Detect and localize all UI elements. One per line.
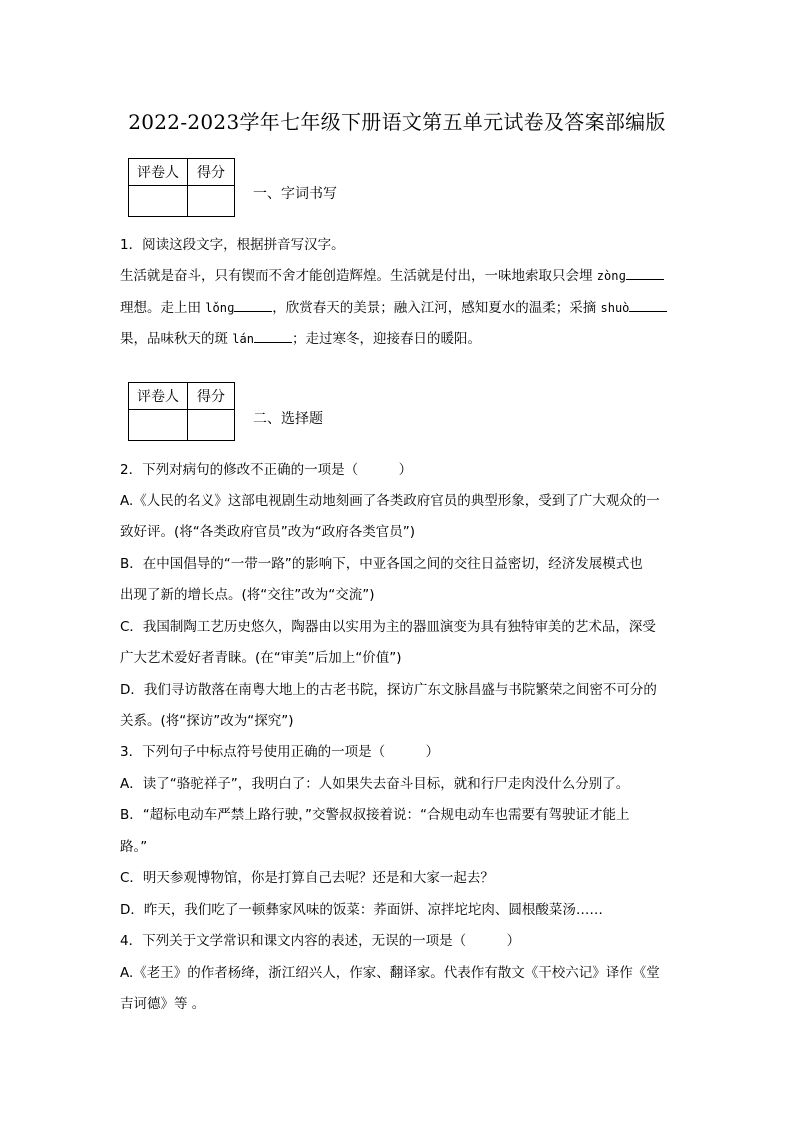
- q2-line: 出现了新的增长点。(将“交往”改为“交流”): [120, 587, 375, 603]
- q2-line: C．我国制陶工艺历史悠久，陶器由以实用为主的器皿演变为具有独特审美的艺术品，深受: [120, 619, 656, 635]
- q3-line: B．“超标电动车严禁上路行驶，”交警叔叔接着说：“合规电动车也需要有驾驶证才能上: [120, 807, 630, 823]
- page-title: 2022-2023学年七年级下册语文第五单元试卷及答案部编版: [128, 110, 666, 134]
- q3-line: D．昨天，我们吃了一顿彝家风味的饭菜：荞面饼、凉拌坨坨肉、圆根酸菜汤……: [120, 902, 603, 918]
- q1-text-1: 生活就是奋斗，只有锲而不舍才能创造辉煌。生活就是付出，一味地索取只会埋: [120, 268, 597, 284]
- q2-line: 关系。(将“探访”改为“探究”): [120, 713, 294, 729]
- q1-line-2: [120, 296, 667, 316]
- q2-line: B．在中国倡导的“一带一路”的影响下，中亚各国之间的交往日益密切，经济发展模式也: [120, 556, 643, 572]
- q3-line: C．明天参观博物馆，你是打算自己去呢？还是和大家一起去？: [120, 870, 494, 886]
- reviewer-label: 评卷人: [129, 383, 188, 410]
- reviewer-cell[interactable]: [129, 186, 188, 217]
- answer-blank-2[interactable]: [234, 299, 272, 312]
- q1-text-3a: 果，品味秋天的斑: [120, 331, 233, 347]
- reviewer-cell[interactable]: [129, 410, 188, 441]
- section-heading-2: 二、选择题: [253, 411, 323, 427]
- score-label: 得分: [188, 383, 235, 410]
- q1-text-2a: 理想。走上田: [120, 300, 206, 316]
- score-table-1: [128, 158, 235, 217]
- score-cell[interactable]: [188, 410, 235, 441]
- pinyin-4: lán: [232, 332, 254, 346]
- score-cell[interactable]: [188, 186, 235, 217]
- reviewer-label: 评卷人: [129, 159, 188, 186]
- answer-blank-1[interactable]: [626, 267, 664, 280]
- q2-line: 致好评。(将“各类政府官员”改为“政府各类官员”): [120, 524, 416, 540]
- q4-line: A.《老王》的作者杨绛，浙江绍兴人，作家、翻译家。代表作有散文《干校六记》译作《堂: [120, 965, 660, 981]
- q2-line: A.《人民的名义》这部电视剧生动地刻画了各类政府官员的典型形象，受到了广大观众的一: [120, 493, 660, 509]
- q3-line: 路。”: [120, 839, 148, 855]
- q3-line: A．读了“骆驼祥子”，我明白了：人如果失去奋斗目标，就和行尸走肉没什么分别了。: [120, 776, 630, 792]
- q2-line: D．我们寻访散落在南粤大地上的古老书院，探访广东文脉昌盛与书院繁荣之间密不可分的: [120, 682, 657, 698]
- score-table-2: [128, 382, 235, 441]
- q2-stem: 2．下列对病句的修改不正确的一项是（ ）: [120, 462, 413, 478]
- section-heading-1: 一、字词书写: [253, 186, 337, 202]
- pinyin-1: zònɡ: [596, 269, 626, 283]
- pinyin-2: lǒnɡ: [205, 301, 235, 315]
- q3-stem: 3．下列句子中标点符号使用正确的一项是（ ）: [120, 744, 440, 760]
- score-label: 得分: [188, 159, 235, 186]
- q1-stem: 1．阅读这段文字，根据拼音写汉字。: [120, 237, 345, 253]
- q1-text-2b: ，欣赏春天的美景；融入江河，感知夏水的温柔；采摘: [272, 300, 601, 316]
- q1-text-3b: ；走过寒冬，迎接春日的暖阳。: [291, 331, 481, 347]
- q4-line: 吉诃德》等 。: [120, 996, 206, 1012]
- q1-line-1: [120, 264, 664, 284]
- answer-blank-3[interactable]: [629, 299, 667, 312]
- q2-line: 广大艺术爱好者青睐。(在“审美”后加上“价值”): [120, 650, 402, 666]
- q4-stem: 4．下列关于文学常识和课文内容的表述，无误的一项是（ ）: [120, 933, 521, 949]
- q1-line-3: [120, 327, 481, 347]
- pinyin-3: shuò: [600, 301, 630, 315]
- answer-blank-4[interactable]: [254, 330, 292, 343]
